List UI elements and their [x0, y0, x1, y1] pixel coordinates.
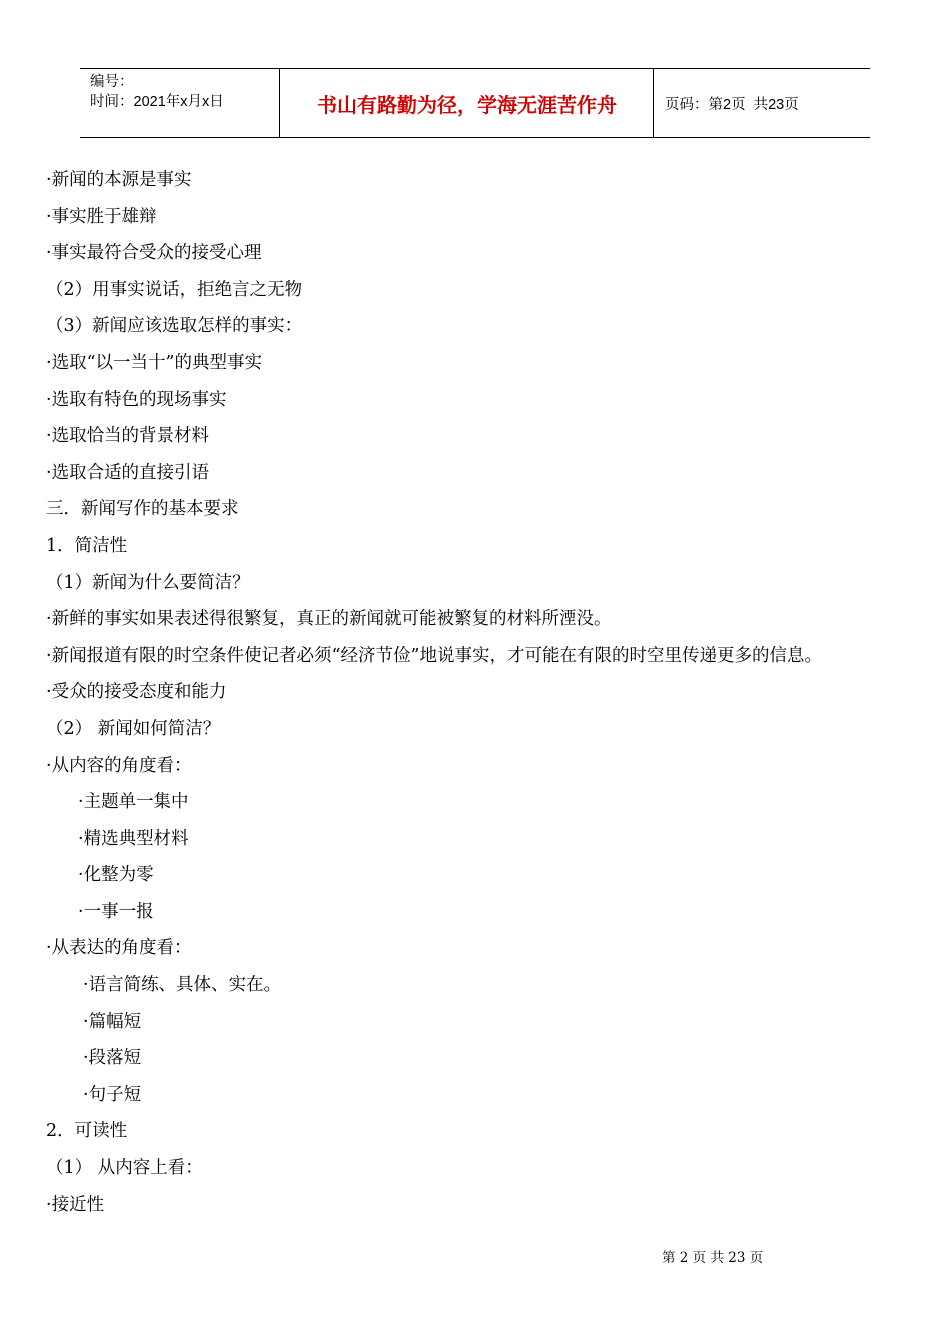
text-line: 2．可读性: [46, 1121, 128, 1142]
text-line: ·段落短: [83, 1048, 142, 1069]
text-line: （1） 从内容上看：: [46, 1158, 203, 1179]
text-line: （1）新闻为什么要简洁？: [46, 572, 250, 593]
text-line: ·从表达的角度看：: [46, 938, 192, 959]
text-line: 三．新闻写作的基本要求: [46, 499, 239, 520]
text-line: ·受众的接受态度和能力: [46, 682, 227, 703]
text-line: ·选取恰当的背景材料: [46, 426, 210, 447]
document-body: [46, 162, 926, 1223]
serial-number-label: 编号：: [90, 74, 134, 90]
header-motto-cell: [281, 69, 654, 137]
text-line: ·化整为零: [78, 865, 154, 886]
header-page-cell: [655, 69, 870, 137]
text-line: ·语言简练、具体、实在。: [83, 975, 282, 996]
text-line: ·事实胜于雄辩: [46, 206, 157, 227]
text-line: 1．简洁性: [46, 535, 128, 556]
text-line: （2）用事实说话，拒绝言之无物: [46, 279, 303, 300]
text-line: ·选取“以一当十”的典型事实: [46, 352, 262, 373]
page-info: 页码：第2页 共23页: [665, 96, 799, 113]
text-line: ·句子短: [83, 1084, 142, 1105]
text-line: （2） 新闻如何简洁？: [46, 718, 221, 739]
text-line: ·选取合适的直接引语: [46, 462, 210, 483]
text-line: ·从内容的角度看：: [46, 755, 192, 776]
text-line: ·新鲜的事实如果表述得很繁复，真正的新闻就可能被繁复的材料所湮没。: [46, 609, 612, 630]
header-meta-cell: [80, 69, 280, 137]
text-line: ·选取有特色的现场事实: [46, 389, 227, 410]
motto-text: 书山有路勤为径，学海无涯苦作舟: [317, 92, 617, 117]
text-line: （3）新闻应该选取怎样的事实：: [46, 316, 303, 337]
text-line: ·主题单一集中: [78, 792, 189, 813]
text-line: ·精选典型材料: [78, 828, 189, 849]
text-line: ·事实最符合受众的接受心理: [46, 243, 262, 264]
date-label: 时间：2021年x月x日: [90, 94, 224, 110]
text-line: ·新闻报道有限的时空条件使记者必须“经济节俭”地说事实，才可能在有限的时空里传递更多的信息。: [46, 645, 822, 666]
text-line: ·一事一报: [78, 901, 154, 922]
page-header: [80, 68, 870, 138]
text-line: ·新闻的本源是事实: [46, 170, 192, 190]
text-line: ·篇幅短: [83, 1011, 142, 1032]
page-footer: 第 2 页 共 23 页: [662, 1250, 764, 1266]
text-line: ·接近性: [46, 1194, 105, 1215]
